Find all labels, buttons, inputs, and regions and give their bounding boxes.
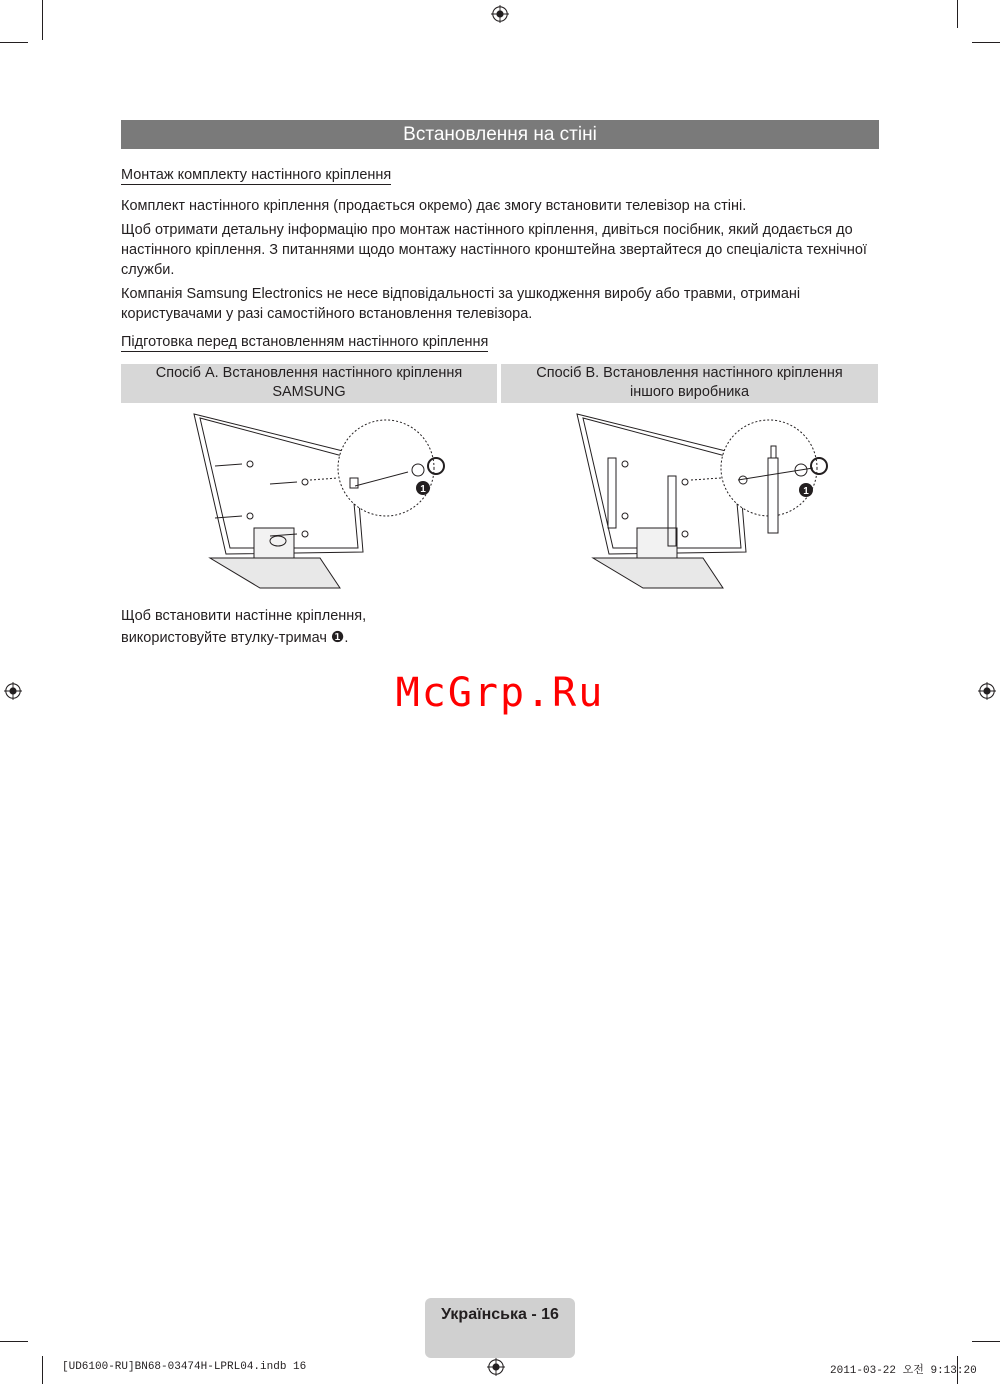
- body-text: [121, 196, 881, 328]
- paragraph: Компанія Samsung Electronics не несе відповідальності за ушкодження виробу або травми, отримані користувачами у разі самостійного встановлення телевізора.: [121, 286, 801, 322]
- crop-mark: [0, 1341, 28, 1342]
- registration-mark-icon: [487, 1358, 505, 1376]
- method-b-line2: іншого виробника: [629, 384, 750, 400]
- callout-number-icon: ❶: [330, 629, 345, 646]
- method-a-header: [121, 364, 497, 403]
- footer-file-info: [UD6100-RU]BN68-03474H-LPRL04.indb 16: [62, 1361, 307, 1373]
- paragraph: Щоб отримати детальну інформацію про монтаж настінного кріплення, дивіться посібник, який додається до настінного кріплення. З питаннями щодо монтажу настінного кронштейна звертайтеся до спеціаліста технічної служби.: [121, 222, 867, 278]
- tv-wall-mount-illustration-b: [573, 408, 853, 593]
- crop-mark: [0, 42, 28, 43]
- tv-wall-mount-illustration-a: [190, 408, 470, 593]
- footer-timestamp: 2011-03-22 오전 9:13:20: [830, 1365, 977, 1377]
- svg-text:1: 1: [803, 486, 809, 497]
- method-b-header: [501, 364, 878, 403]
- page-label: Українська - 16: [441, 1306, 559, 1323]
- svg-text:1: 1: [420, 484, 426, 495]
- crop-mark: [957, 0, 958, 28]
- note-line2: [121, 627, 366, 649]
- method-a-line2: SAMSUNG: [272, 384, 346, 400]
- crop-mark: [42, 0, 43, 40]
- mount-note: [121, 606, 366, 649]
- note-line1: Щоб встановити настінне кріплення,: [121, 608, 367, 624]
- watermark: McGrp.Ru: [395, 670, 605, 716]
- paragraph: Комплект настінного кріплення (продається окремо) дає змогу встановити телевізор на стіні.: [121, 198, 747, 214]
- method-a-line1: Спосіб A. Встановлення настінного кріплення: [155, 365, 463, 381]
- note-end: .: [344, 630, 349, 646]
- section-title: Встановлення на стіні: [121, 120, 879, 149]
- note-text: використовуйте втулку-тримач: [121, 630, 327, 646]
- crop-mark: [42, 1356, 43, 1384]
- crop-mark: [972, 42, 1000, 43]
- subheading-wall-mount-kit: Монтаж комплекту настінного кріплення: [121, 167, 392, 183]
- subheading-preparation: Підготовка перед встановленням настінного кріплення: [121, 334, 489, 350]
- registration-mark-icon: [491, 5, 509, 23]
- crop-mark: [972, 1341, 1000, 1342]
- method-b-line1: Спосіб B. Встановлення настінного кріплення: [536, 365, 843, 381]
